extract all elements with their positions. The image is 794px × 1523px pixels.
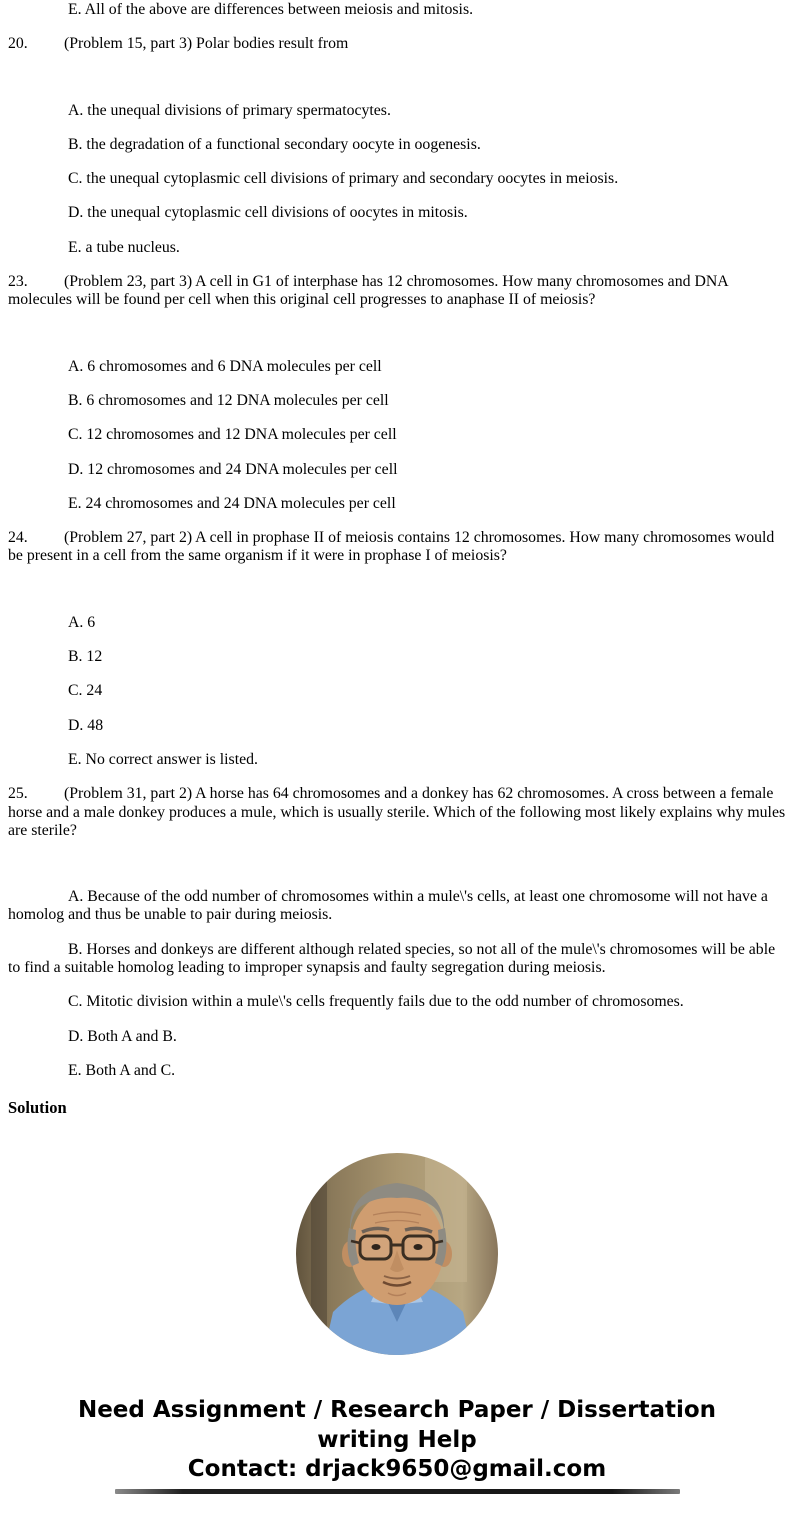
question-text: (Problem 27, part 2) A cell in prophase II of meiosis contains 12 chromosomes. How many chromosomes would be present in a cell from the same organism if it were in prophase I of meiosis? xyxy=(8,529,775,565)
question-paragraph xyxy=(8,529,786,566)
answer-option: B. 6 chromosomes and 12 DNA molecules per cell xyxy=(68,391,389,409)
answer-option: B. Horses and donkeys are different although related species, so not all of the mule\'s chromosomes will be able to find a suitable homolog leading to improper synapsis and faulty segregation during meiosis. xyxy=(8,940,776,977)
answer-option: A. 6 chromosomes and 6 DNA molecules per cell xyxy=(68,357,382,375)
answer-option: D. Both A and B. xyxy=(68,1027,177,1045)
question-paragraph xyxy=(8,273,786,310)
question-number: 23. xyxy=(8,273,28,291)
question-text: (Problem 23, part 3) A cell in G1 of interphase has 12 chromosomes. How many chromosomes and DNA molecules will be found per cell when this original cell progresses to anaphase II of meiosis? xyxy=(8,273,728,309)
question-number: 20. xyxy=(8,35,28,53)
question-number: 24. xyxy=(8,529,28,547)
answer-option: C. 12 chromosomes and 12 DNA molecules per cell xyxy=(68,426,397,444)
question-paragraph xyxy=(8,35,786,53)
options-list xyxy=(8,614,786,769)
answer-option: C. Mitotic division within a mule\'s cells frequently fails due to the odd number of chromosomes. xyxy=(68,993,684,1011)
footer-heading-line2: writing Help xyxy=(317,1426,477,1453)
answer-option: D. 12 chromosomes and 24 DNA molecules per cell xyxy=(68,460,398,478)
footer-contact-email: Contact: drjack9650@gmail.com xyxy=(187,1456,607,1483)
question-text: (Problem 31, part 2) A horse has 64 chromosomes and a donkey has 62 chromosomes. A cross between a female horse and a male donkey produces a mule, which is usually sterile. Which of the following most likely explains why mules are sterile? xyxy=(8,785,786,839)
answer-option: B. 12 xyxy=(68,648,103,666)
answer-option: E. Both A and C. xyxy=(68,1061,176,1079)
answer-option: B. the degradation of a functional secondary oocyte in oogenesis. xyxy=(68,135,481,153)
answer-option: D. the unequal cytoplasmic cell divisions of oocytes in mitosis. xyxy=(68,204,468,222)
answer-option: E. 24 chromosomes and 24 DNA molecules per cell xyxy=(68,494,396,512)
question-paragraph xyxy=(8,785,786,840)
question-block-20 xyxy=(8,35,786,257)
answer-option: E. No correct answer is listed. xyxy=(68,750,258,768)
question-block-23 xyxy=(8,273,786,513)
question-number: 25. xyxy=(8,785,28,803)
answer-option: E. All of the above are differences between meiosis and mitosis. xyxy=(68,1,474,18)
question-block-24 xyxy=(8,529,786,769)
answer-option: C. the unequal cytoplasmic cell divisions of primary and secondary oocytes in meiosis. xyxy=(68,170,619,188)
options-list xyxy=(8,358,786,513)
options-list xyxy=(8,102,786,257)
presenter-photo-wrap xyxy=(8,1152,786,1356)
question-text: (Problem 15, part 3) Polar bodies result from xyxy=(64,35,349,53)
answer-option: E. a tube nucleus. xyxy=(68,238,180,256)
presenter-photo xyxy=(295,1152,499,1356)
answer-option: C. 24 xyxy=(68,682,103,700)
question-block-25 xyxy=(8,785,786,1080)
footer-heading-line1: Need Assignment / Research Paper / Dissertation xyxy=(77,1397,717,1424)
bottom-bar xyxy=(115,1489,680,1494)
answer-option: A. the unequal divisions of primary spermatocytes. xyxy=(68,101,391,119)
answer-option: A. 6 xyxy=(68,613,96,631)
options-list xyxy=(8,888,786,1080)
answer-option: D. 48 xyxy=(68,716,104,734)
answer-option: A. Because of the odd number of chromosomes within a mule\'s cells, at least one chromosome will not have a homolog and thus be unable to pair during meiosis. xyxy=(8,888,768,924)
solution-heading: Solution xyxy=(8,1098,67,1118)
footer-banner xyxy=(8,1396,786,1485)
